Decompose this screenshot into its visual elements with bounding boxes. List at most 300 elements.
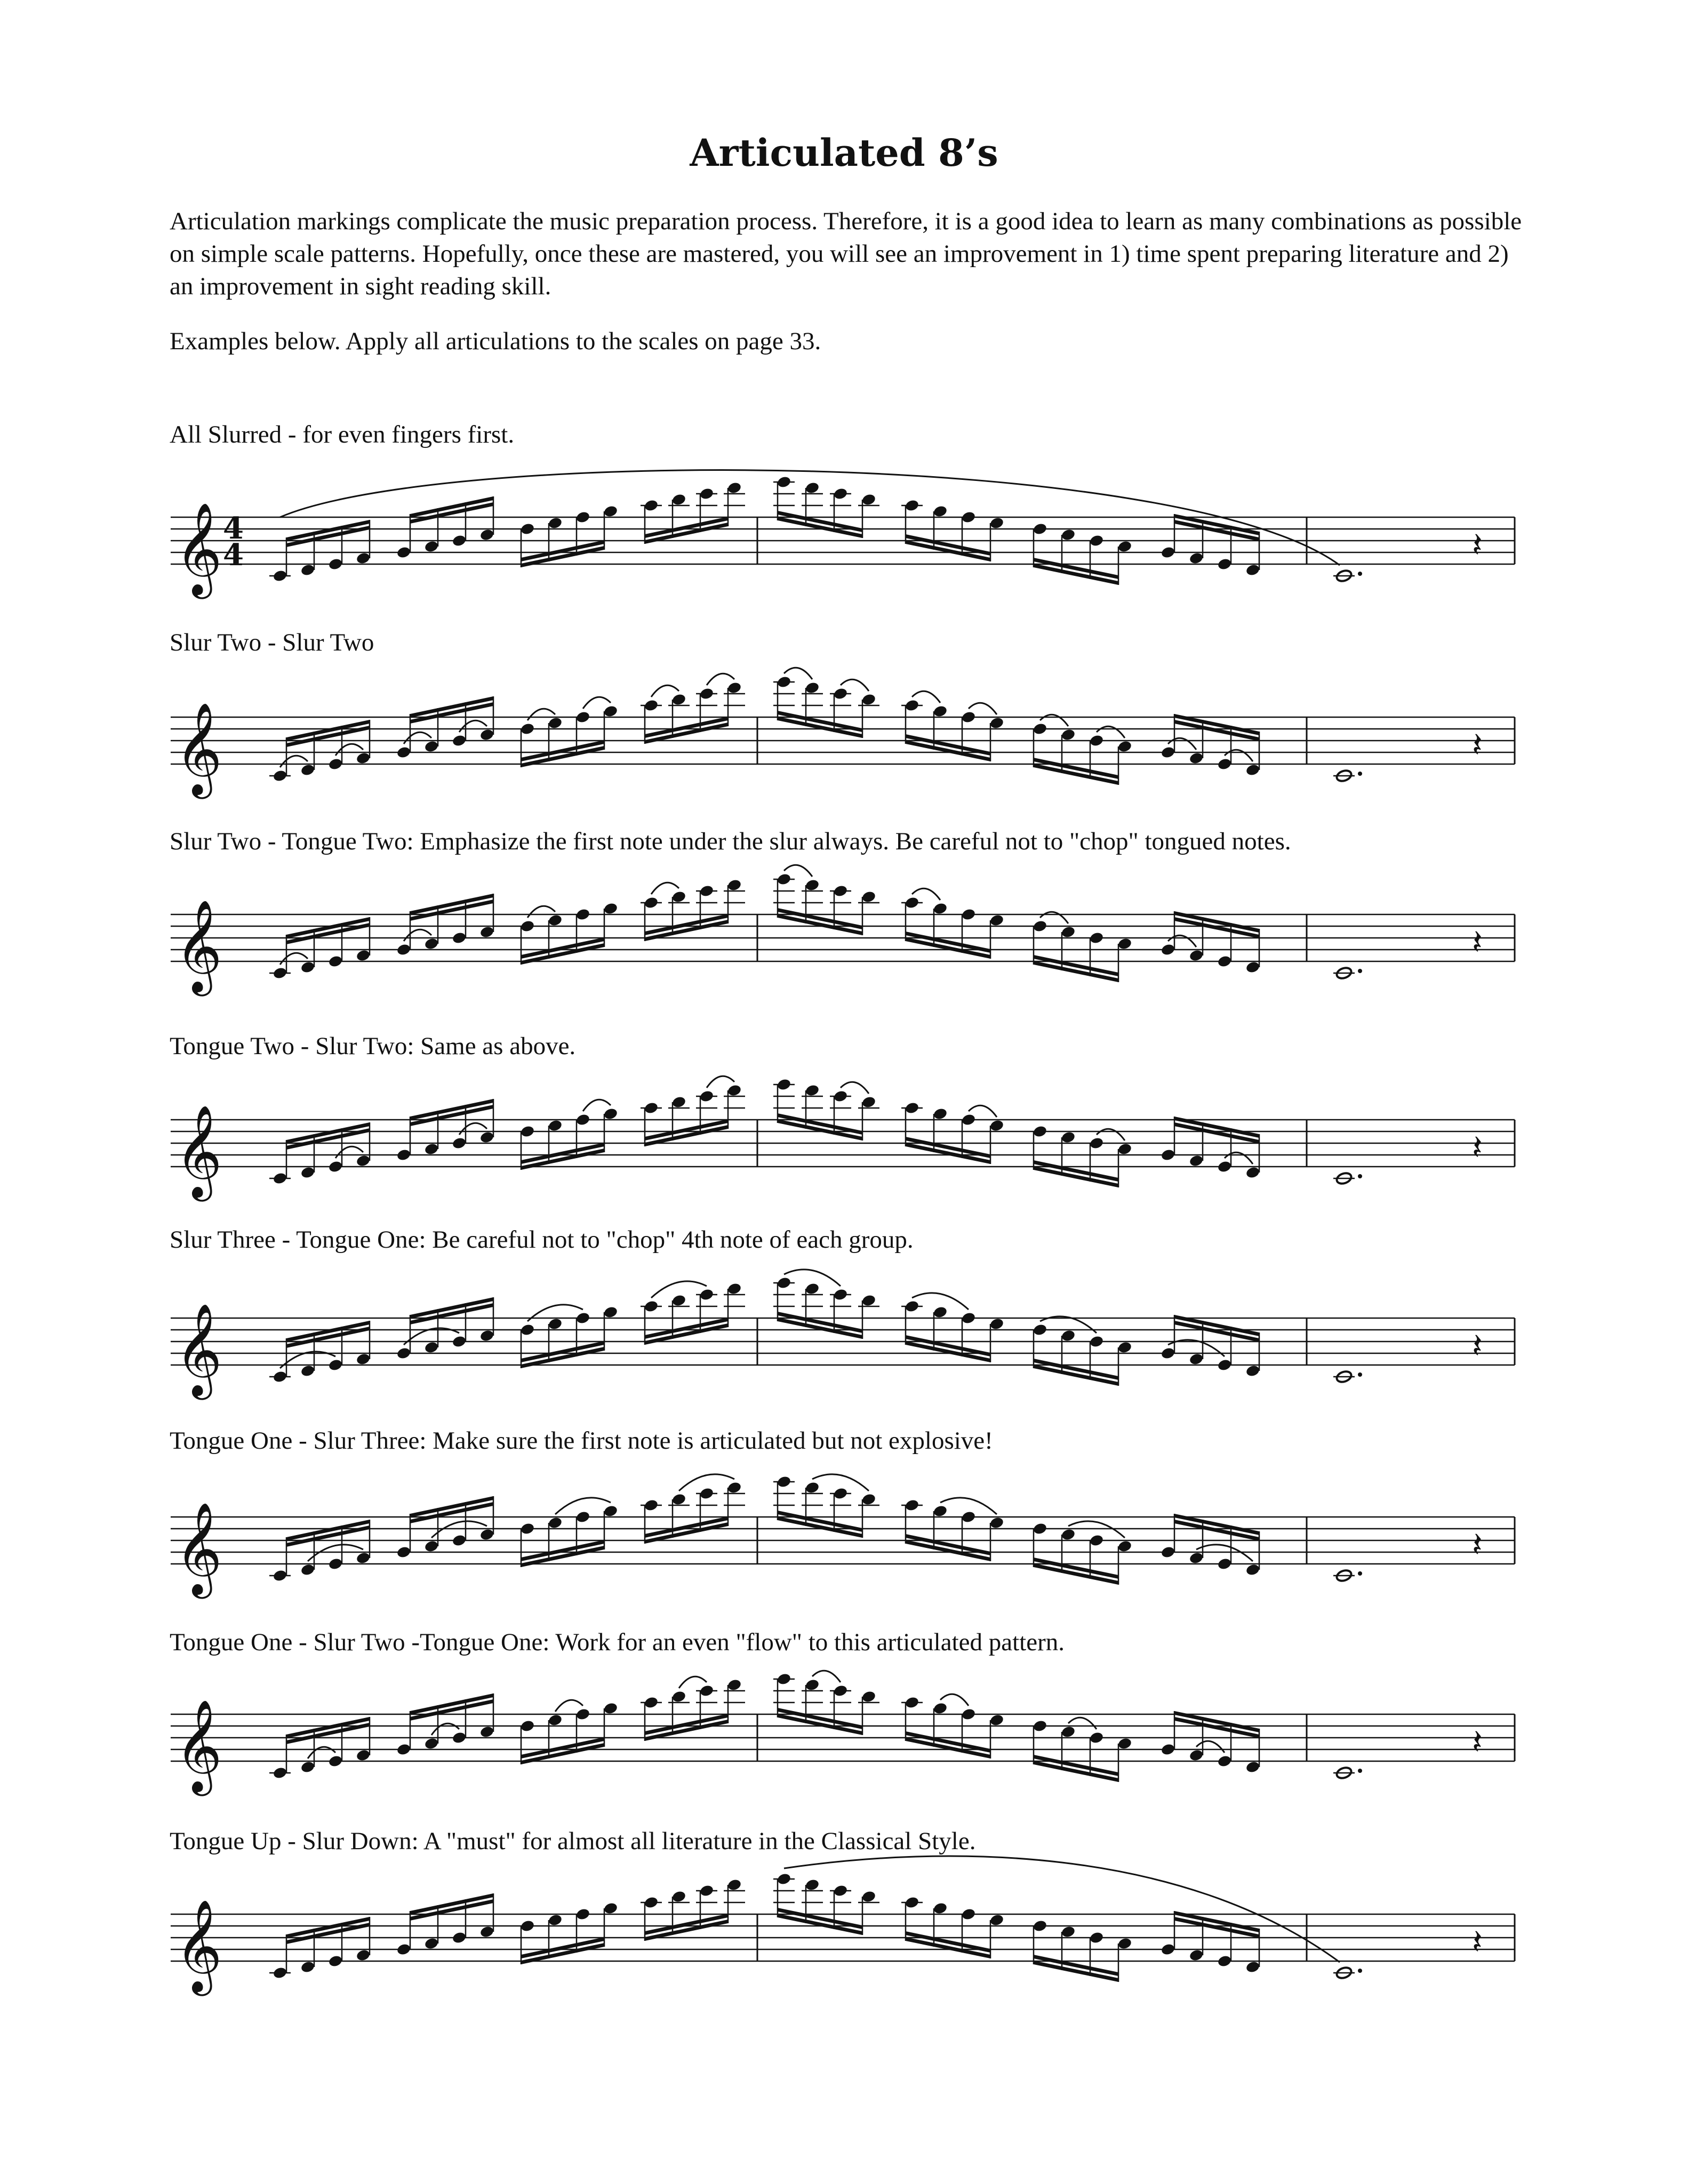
notehead — [933, 504, 948, 518]
slur — [404, 929, 431, 941]
notehead — [989, 913, 1005, 927]
notehead — [805, 1878, 820, 1891]
slur — [527, 709, 555, 720]
notehead — [1245, 1960, 1261, 1973]
notehead — [1033, 722, 1048, 735]
notehead — [424, 740, 439, 753]
notehead — [671, 1890, 687, 1903]
notehead — [1217, 757, 1233, 770]
notehead — [905, 1299, 920, 1313]
notehead — [644, 1696, 659, 1709]
notehead — [356, 1948, 371, 1962]
notehead — [1033, 1719, 1048, 1732]
notehead — [603, 704, 619, 718]
notehead — [805, 1678, 820, 1691]
examples-note: Examples below. Apply all articulations to the scales on page 33. — [170, 327, 821, 355]
notehead — [520, 522, 535, 535]
slur — [280, 953, 308, 965]
notehead — [861, 1294, 877, 1307]
notehead — [328, 757, 343, 770]
notehead — [603, 1305, 619, 1319]
quarter-rest-icon: 𝄽 — [1472, 1327, 1483, 1366]
notehead — [861, 890, 877, 903]
slur — [784, 1270, 841, 1286]
notehead — [1061, 528, 1076, 541]
treble-clef-icon: 𝄞 — [175, 502, 222, 595]
slur — [1225, 750, 1253, 761]
notehead — [1117, 1937, 1133, 1950]
notehead — [1217, 1358, 1233, 1371]
notehead — [989, 1516, 1005, 1529]
notehead — [1245, 763, 1261, 776]
notehead — [479, 925, 495, 938]
slur — [431, 1723, 459, 1735]
music-staff — [160, 669, 1525, 818]
notehead — [861, 1492, 877, 1506]
notehead — [933, 1107, 948, 1120]
slur — [912, 1293, 969, 1310]
slur — [1068, 1521, 1125, 1538]
notehead — [548, 516, 563, 529]
notehead — [644, 698, 659, 712]
notehead — [1217, 1954, 1233, 1968]
slur — [555, 1498, 611, 1514]
notehead — [1217, 1754, 1233, 1768]
notehead — [833, 1884, 849, 1897]
notehead — [328, 1557, 343, 1570]
notehead — [905, 896, 920, 909]
slur — [912, 888, 940, 900]
slur — [912, 691, 940, 703]
quarter-rest-icon: 𝄽 — [1472, 526, 1483, 565]
quarter-rest-icon: 𝄽 — [1472, 1923, 1483, 1962]
notehead — [805, 1083, 820, 1097]
notehead — [727, 1282, 742, 1295]
notehead — [273, 966, 288, 979]
notehead — [273, 1569, 288, 1582]
notehead — [603, 1701, 619, 1715]
notehead — [833, 1684, 849, 1697]
slur — [308, 1545, 363, 1561]
notehead — [699, 1487, 715, 1500]
notehead — [727, 681, 742, 694]
notehead — [1089, 534, 1105, 547]
notehead — [548, 716, 563, 729]
notehead — [905, 1696, 920, 1709]
notehead — [727, 1678, 742, 1691]
notehead — [989, 516, 1005, 529]
treble-clef-icon: 𝄞 — [175, 1699, 222, 1792]
notehead — [396, 1743, 412, 1756]
notehead — [548, 1317, 563, 1330]
slur — [308, 1747, 335, 1759]
notehead — [805, 1282, 820, 1295]
music-staff — [160, 1866, 1525, 2016]
notehead — [805, 1481, 820, 1494]
notehead — [300, 1563, 316, 1576]
notehead — [833, 487, 849, 500]
exercise-caption: Slur Three - Tongue One: Be careful not to "chop" 4th note of each group. — [170, 1226, 914, 1254]
intro-paragraph: Articulation markings complicate the music preparation process. Therefore, it is a good idea to learn as many combinations as possible on simple scale patterns. Hopefully, once these are mastered, you will see an improvement in 1) time spent preparing literature and 2) an improvement in sight reading skill. — [170, 207, 1522, 300]
augmentation-dot — [1358, 1969, 1362, 1973]
notehead — [833, 687, 849, 700]
notehead — [671, 1690, 687, 1703]
slur — [651, 685, 679, 697]
notehead — [1033, 522, 1048, 535]
notehead — [933, 1901, 948, 1915]
notehead — [603, 504, 619, 518]
notehead — [424, 1937, 439, 1950]
time-signature-bottom: 4 — [223, 537, 244, 573]
notehead — [699, 1684, 715, 1697]
notehead — [479, 528, 495, 541]
notehead — [805, 878, 820, 892]
notehead — [1245, 1364, 1261, 1377]
slur — [1196, 1545, 1253, 1561]
slur — [431, 1521, 487, 1538]
slur — [1168, 1340, 1225, 1356]
notehead — [520, 1719, 535, 1732]
notehead — [777, 1672, 792, 1685]
notehead — [1061, 1528, 1076, 1541]
notehead — [727, 1878, 742, 1891]
treble-clef-icon: 𝄞 — [175, 702, 222, 795]
notehead — [1033, 1125, 1048, 1138]
notehead — [452, 1335, 467, 1348]
notehead — [727, 481, 742, 494]
notehead — [1161, 745, 1176, 759]
slur — [1040, 912, 1068, 924]
notehead — [861, 1095, 877, 1109]
notehead — [1061, 1130, 1076, 1144]
notehead — [644, 1101, 659, 1114]
treble-clef-icon: 𝄞 — [175, 1105, 222, 1198]
time-signature-top: 4 — [223, 511, 244, 546]
music-staff — [160, 866, 1525, 1016]
notehead — [905, 499, 920, 512]
notehead — [575, 1113, 591, 1126]
slur — [784, 668, 812, 679]
notehead — [1245, 563, 1261, 576]
augmentation-dot — [1358, 772, 1362, 776]
notehead — [905, 1101, 920, 1114]
notehead — [699, 884, 715, 897]
notehead — [671, 1492, 687, 1506]
notehead — [396, 1346, 412, 1360]
quarter-rest-icon: 𝄽 — [1472, 1128, 1483, 1168]
notehead — [961, 710, 977, 724]
notehead — [479, 1329, 495, 1342]
notehead — [1189, 1551, 1204, 1564]
slur — [280, 1352, 335, 1368]
slur — [651, 882, 679, 894]
notehead — [300, 563, 316, 576]
notehead — [644, 1498, 659, 1512]
slur — [583, 697, 611, 709]
notehead — [273, 1171, 288, 1185]
notehead — [396, 545, 412, 559]
music-staff — [160, 1072, 1525, 1221]
notehead — [1245, 1563, 1261, 1576]
slur — [1168, 935, 1196, 947]
notehead — [396, 1148, 412, 1161]
slur — [679, 1676, 707, 1688]
notehead — [575, 1907, 591, 1921]
notehead — [356, 1551, 371, 1564]
notehead — [520, 919, 535, 933]
exercise-caption: Tongue One - Slur Two -Tongue One: Work for an even "flow" to this articulated pattern. — [170, 1628, 1065, 1656]
notehead — [961, 1311, 977, 1324]
slur — [335, 744, 363, 756]
notehead — [356, 949, 371, 962]
notehead — [1033, 1919, 1048, 1932]
notehead — [603, 1504, 619, 1517]
notehead — [699, 1089, 715, 1103]
notehead — [1033, 1323, 1048, 1336]
slur — [1097, 1129, 1125, 1141]
notehead — [671, 1095, 687, 1109]
slur — [679, 1474, 734, 1491]
slur — [812, 1671, 841, 1682]
notehead — [396, 1545, 412, 1559]
notehead — [933, 1701, 948, 1715]
notehead — [479, 1725, 495, 1738]
slur — [459, 720, 487, 732]
notehead — [328, 557, 343, 571]
notehead — [1117, 1340, 1133, 1354]
notehead — [424, 1340, 439, 1354]
slur — [527, 1305, 583, 1321]
notehead — [424, 1142, 439, 1155]
notehead — [833, 1288, 849, 1301]
slur — [335, 1146, 363, 1158]
notehead — [396, 745, 412, 759]
notehead — [520, 1522, 535, 1535]
treble-clef-icon: 𝄞 — [175, 1899, 222, 1992]
slur — [784, 865, 812, 877]
notehead — [424, 937, 439, 950]
notehead — [1217, 1557, 1233, 1570]
notehead — [328, 1358, 343, 1371]
slur — [1168, 738, 1196, 750]
notehead — [548, 1913, 563, 1926]
notehead — [548, 1713, 563, 1727]
exercise-caption: Tongue Two - Slur Two: Same as above. — [170, 1032, 576, 1060]
notehead — [300, 763, 316, 776]
music-staff — [160, 1469, 1525, 1618]
notehead — [861, 1890, 877, 1903]
notehead — [575, 908, 591, 921]
notehead — [861, 493, 877, 506]
notehead — [1217, 954, 1233, 968]
notehead — [777, 475, 792, 488]
notehead — [575, 510, 591, 524]
notehead — [644, 1299, 659, 1313]
notehead — [644, 896, 659, 909]
notehead — [1117, 540, 1133, 553]
notehead — [603, 902, 619, 915]
notehead — [933, 1504, 948, 1517]
notehead — [1189, 1748, 1204, 1762]
notehead — [933, 1305, 948, 1319]
notehead — [777, 1276, 792, 1289]
notehead — [424, 1539, 439, 1553]
slur — [969, 1105, 997, 1117]
music-staff — [160, 1666, 1525, 1816]
slur — [812, 1474, 869, 1491]
slur — [940, 1498, 997, 1514]
slur — [651, 1281, 707, 1298]
notehead — [300, 1364, 316, 1377]
notehead — [356, 551, 371, 565]
notehead — [1117, 1539, 1133, 1553]
slur — [280, 756, 308, 767]
exercise-caption: Tongue One - Slur Three: Make sure the first note is articulated but not explosive! — [170, 1427, 993, 1455]
notehead — [1161, 1743, 1176, 1756]
notehead — [273, 1966, 288, 1979]
notehead — [1089, 931, 1105, 944]
notehead — [548, 1119, 563, 1132]
notehead — [520, 1919, 535, 1932]
notehead — [1217, 557, 1233, 571]
notehead — [328, 1160, 343, 1173]
notehead — [603, 1901, 619, 1915]
treble-clef-icon: 𝄞 — [175, 900, 222, 992]
slur — [707, 1076, 734, 1088]
notehead — [479, 728, 495, 741]
treble-clef-icon: 𝄞 — [175, 1303, 222, 1396]
notehead — [961, 510, 977, 524]
notehead — [727, 1481, 742, 1494]
notehead — [479, 1130, 495, 1144]
notehead — [671, 1294, 687, 1307]
notehead — [273, 1370, 288, 1383]
notehead — [699, 487, 715, 500]
slur — [1068, 1717, 1097, 1729]
notehead — [1061, 728, 1076, 741]
notehead — [1217, 1160, 1233, 1173]
slur — [1225, 1152, 1253, 1164]
notehead — [1161, 1545, 1176, 1559]
notehead — [861, 693, 877, 706]
notehead — [1245, 960, 1261, 974]
notehead — [1189, 1352, 1204, 1366]
notehead — [933, 902, 948, 915]
augmentation-dot — [1358, 572, 1362, 576]
notehead — [603, 1107, 619, 1120]
notehead — [1161, 1346, 1176, 1360]
augmentation-dot — [1358, 1372, 1362, 1377]
notehead — [671, 890, 687, 903]
notehead — [300, 1960, 316, 1973]
slur — [527, 906, 555, 918]
page-title: Articulated 8’s — [690, 131, 998, 175]
notehead — [777, 1872, 792, 1885]
notehead — [1061, 1329, 1076, 1342]
notehead — [833, 884, 849, 897]
notehead — [1089, 1931, 1105, 1944]
augmentation-dot — [1358, 1174, 1362, 1178]
notehead — [833, 1089, 849, 1103]
slur — [841, 679, 869, 691]
notehead — [1161, 545, 1176, 559]
notehead — [452, 534, 467, 547]
notehead — [1189, 1948, 1204, 1962]
notehead — [989, 1913, 1005, 1926]
notehead — [356, 1748, 371, 1762]
notehead — [328, 1754, 343, 1768]
notehead — [1089, 1136, 1105, 1150]
notehead — [989, 1317, 1005, 1330]
notehead — [328, 954, 343, 968]
notehead — [1161, 1148, 1176, 1161]
notehead — [548, 913, 563, 927]
quarter-rest-icon: 𝄽 — [1472, 923, 1483, 962]
notehead — [548, 1516, 563, 1529]
augmentation-dot — [1358, 1571, 1362, 1576]
music-staff — [160, 1270, 1525, 1419]
notehead — [356, 751, 371, 765]
exercise-caption: Slur Two - Slur Two — [170, 629, 374, 656]
notehead — [961, 1707, 977, 1721]
notehead — [989, 1119, 1005, 1132]
notehead — [356, 1154, 371, 1167]
notehead — [861, 1690, 877, 1703]
notehead — [1033, 919, 1048, 933]
notehead — [1061, 925, 1076, 938]
notehead — [452, 931, 467, 944]
treble-clef-icon: 𝄞 — [175, 1502, 222, 1595]
slur — [1040, 714, 1068, 726]
notehead — [575, 1311, 591, 1324]
slur — [404, 1328, 459, 1345]
notehead — [905, 1896, 920, 1909]
slur — [940, 1694, 969, 1706]
notehead — [671, 493, 687, 506]
notehead — [520, 1125, 535, 1138]
notehead — [328, 1954, 343, 1968]
notehead — [961, 1510, 977, 1523]
notehead — [575, 1510, 591, 1523]
notehead — [905, 698, 920, 712]
slur — [555, 1700, 583, 1712]
slur — [1097, 726, 1125, 738]
notehead — [989, 716, 1005, 729]
notehead — [273, 1766, 288, 1779]
exercise-caption: Tongue Up - Slur Down: A "must" for almost all literature in the Classical Style. — [170, 1827, 976, 1855]
notehead — [961, 1113, 977, 1126]
notehead — [777, 1078, 792, 1091]
notehead — [356, 1352, 371, 1366]
notehead — [1117, 1142, 1133, 1155]
augmentation-dot — [1358, 1769, 1362, 1773]
slur — [969, 703, 997, 714]
notehead — [479, 1925, 495, 1938]
notehead — [1117, 937, 1133, 950]
quarter-rest-icon: 𝄽 — [1472, 1723, 1483, 1762]
notehead — [424, 1737, 439, 1750]
slur — [1040, 1316, 1097, 1333]
notehead — [989, 1713, 1005, 1727]
notehead — [1089, 1335, 1105, 1348]
notehead — [1189, 1154, 1204, 1167]
notehead — [520, 722, 535, 735]
slur — [404, 732, 431, 744]
notehead — [452, 1731, 467, 1744]
notehead — [905, 1498, 920, 1512]
notehead — [833, 1487, 849, 1500]
notehead — [727, 1083, 742, 1097]
